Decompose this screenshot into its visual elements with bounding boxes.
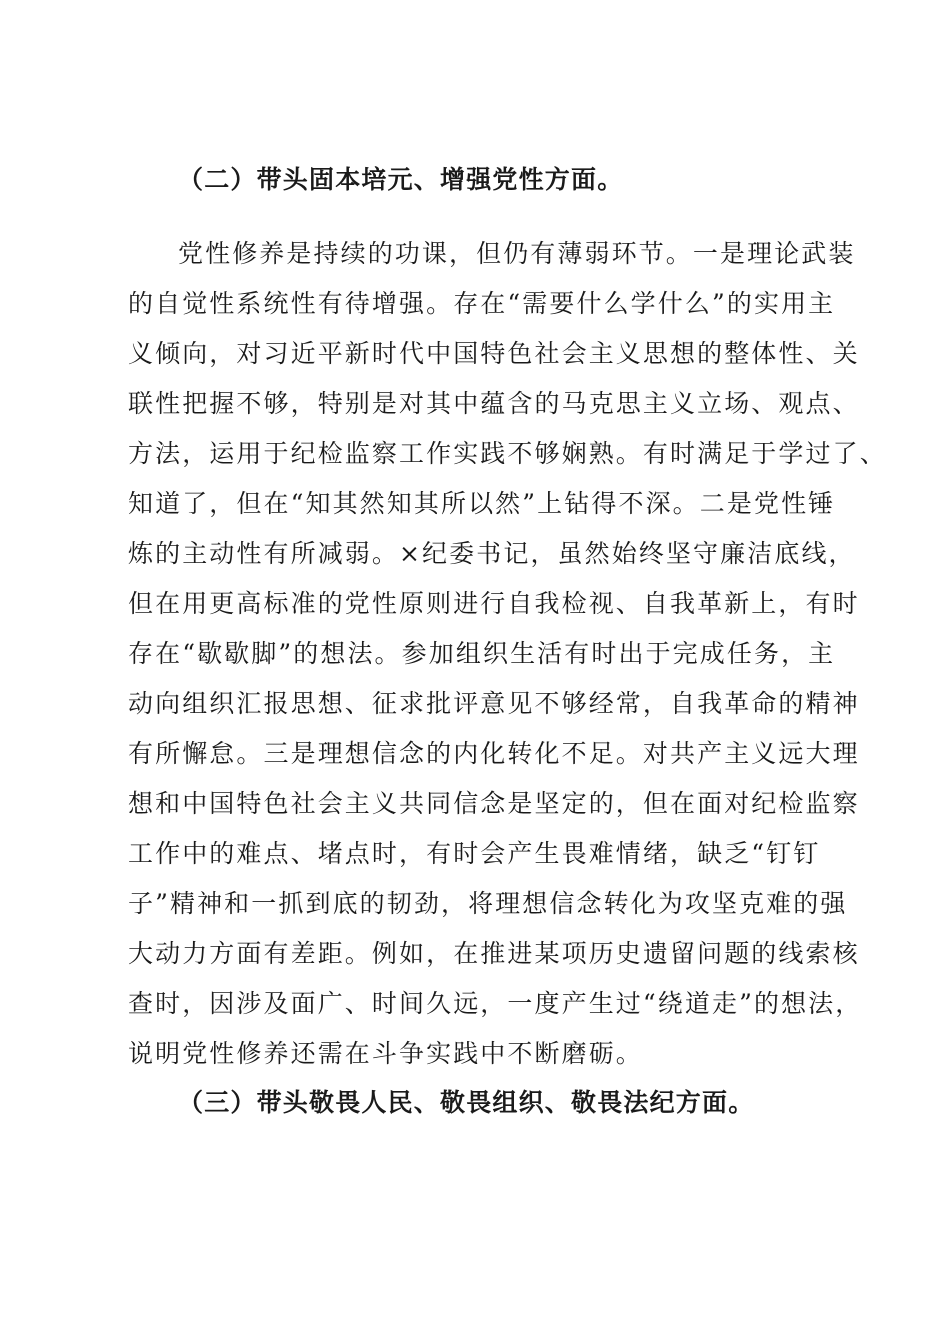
paragraph-line: 联性把握不够，特别是对其中蕴含的马克思主义立场、观点、: [128, 389, 860, 418]
paragraph-line: 但在用更高标准的党性原则进行自我检视、自我革新上，有时: [128, 589, 860, 618]
section-heading-3: （三）带头敬畏人民、敬畏组织、敬畏法纪方面。: [178, 1088, 755, 1117]
paragraph-line: 知道了，但在“知其然知其所以然”上钻得不深。二是党性锤: [128, 489, 836, 518]
paragraph-line: 动向组织汇报思想、征求批评意见不够经常，自我革命的精神: [128, 689, 860, 718]
paragraph-line: 的自觉性系统性有待增强。存在“需要什么学什么”的实用主: [128, 289, 836, 318]
paragraph-line: 炼的主动性有所减弱。×纪委书记，虽然始终坚守廉洁底线，: [128, 539, 856, 568]
section-heading-2: （二）带头固本培元、增强党性方面。: [178, 165, 624, 194]
paragraph-line: 有所懈怠。三是理想信念的内化转化不足。对共产主义远大理: [128, 739, 860, 768]
paragraph-line: 大动力方面有差距。例如，在推进某项历史遗留问题的线索核: [128, 939, 860, 968]
paragraph-line: 方法，运用于纪检监察工作实践不够娴熟。有时满足于学过了、: [128, 439, 887, 468]
paragraph-line: 子”精神和一抓到底的韧劲，将理想信念转化为攻坚克难的强: [128, 889, 848, 918]
paragraph-line: 工作中的难点、堵点时，有时会产生畏难情绪，缺乏“钉钉: [128, 839, 821, 868]
paragraph-line: 义倾向，对习近平新时代中国特色社会主义思想的整体性、关: [128, 339, 860, 368]
paragraph-line: 党性修养是持续的功课，但仍有薄弱环节。一是理论武装: [178, 239, 856, 268]
paragraph-line: 想和中国特色社会主义共同信念是坚定的，但在面对纪检监察: [128, 789, 860, 818]
paragraph-line: 说明党性修养还需在斗争实践中不断磨砺。: [128, 1039, 643, 1068]
paragraph-line: 存在“歇歇脚”的想法。参加组织生活有时出于完成任务，主: [128, 639, 836, 668]
paragraph-line: 查时，因涉及面广、时间久远，一度产生过“绕道走”的想法，: [128, 989, 863, 1018]
